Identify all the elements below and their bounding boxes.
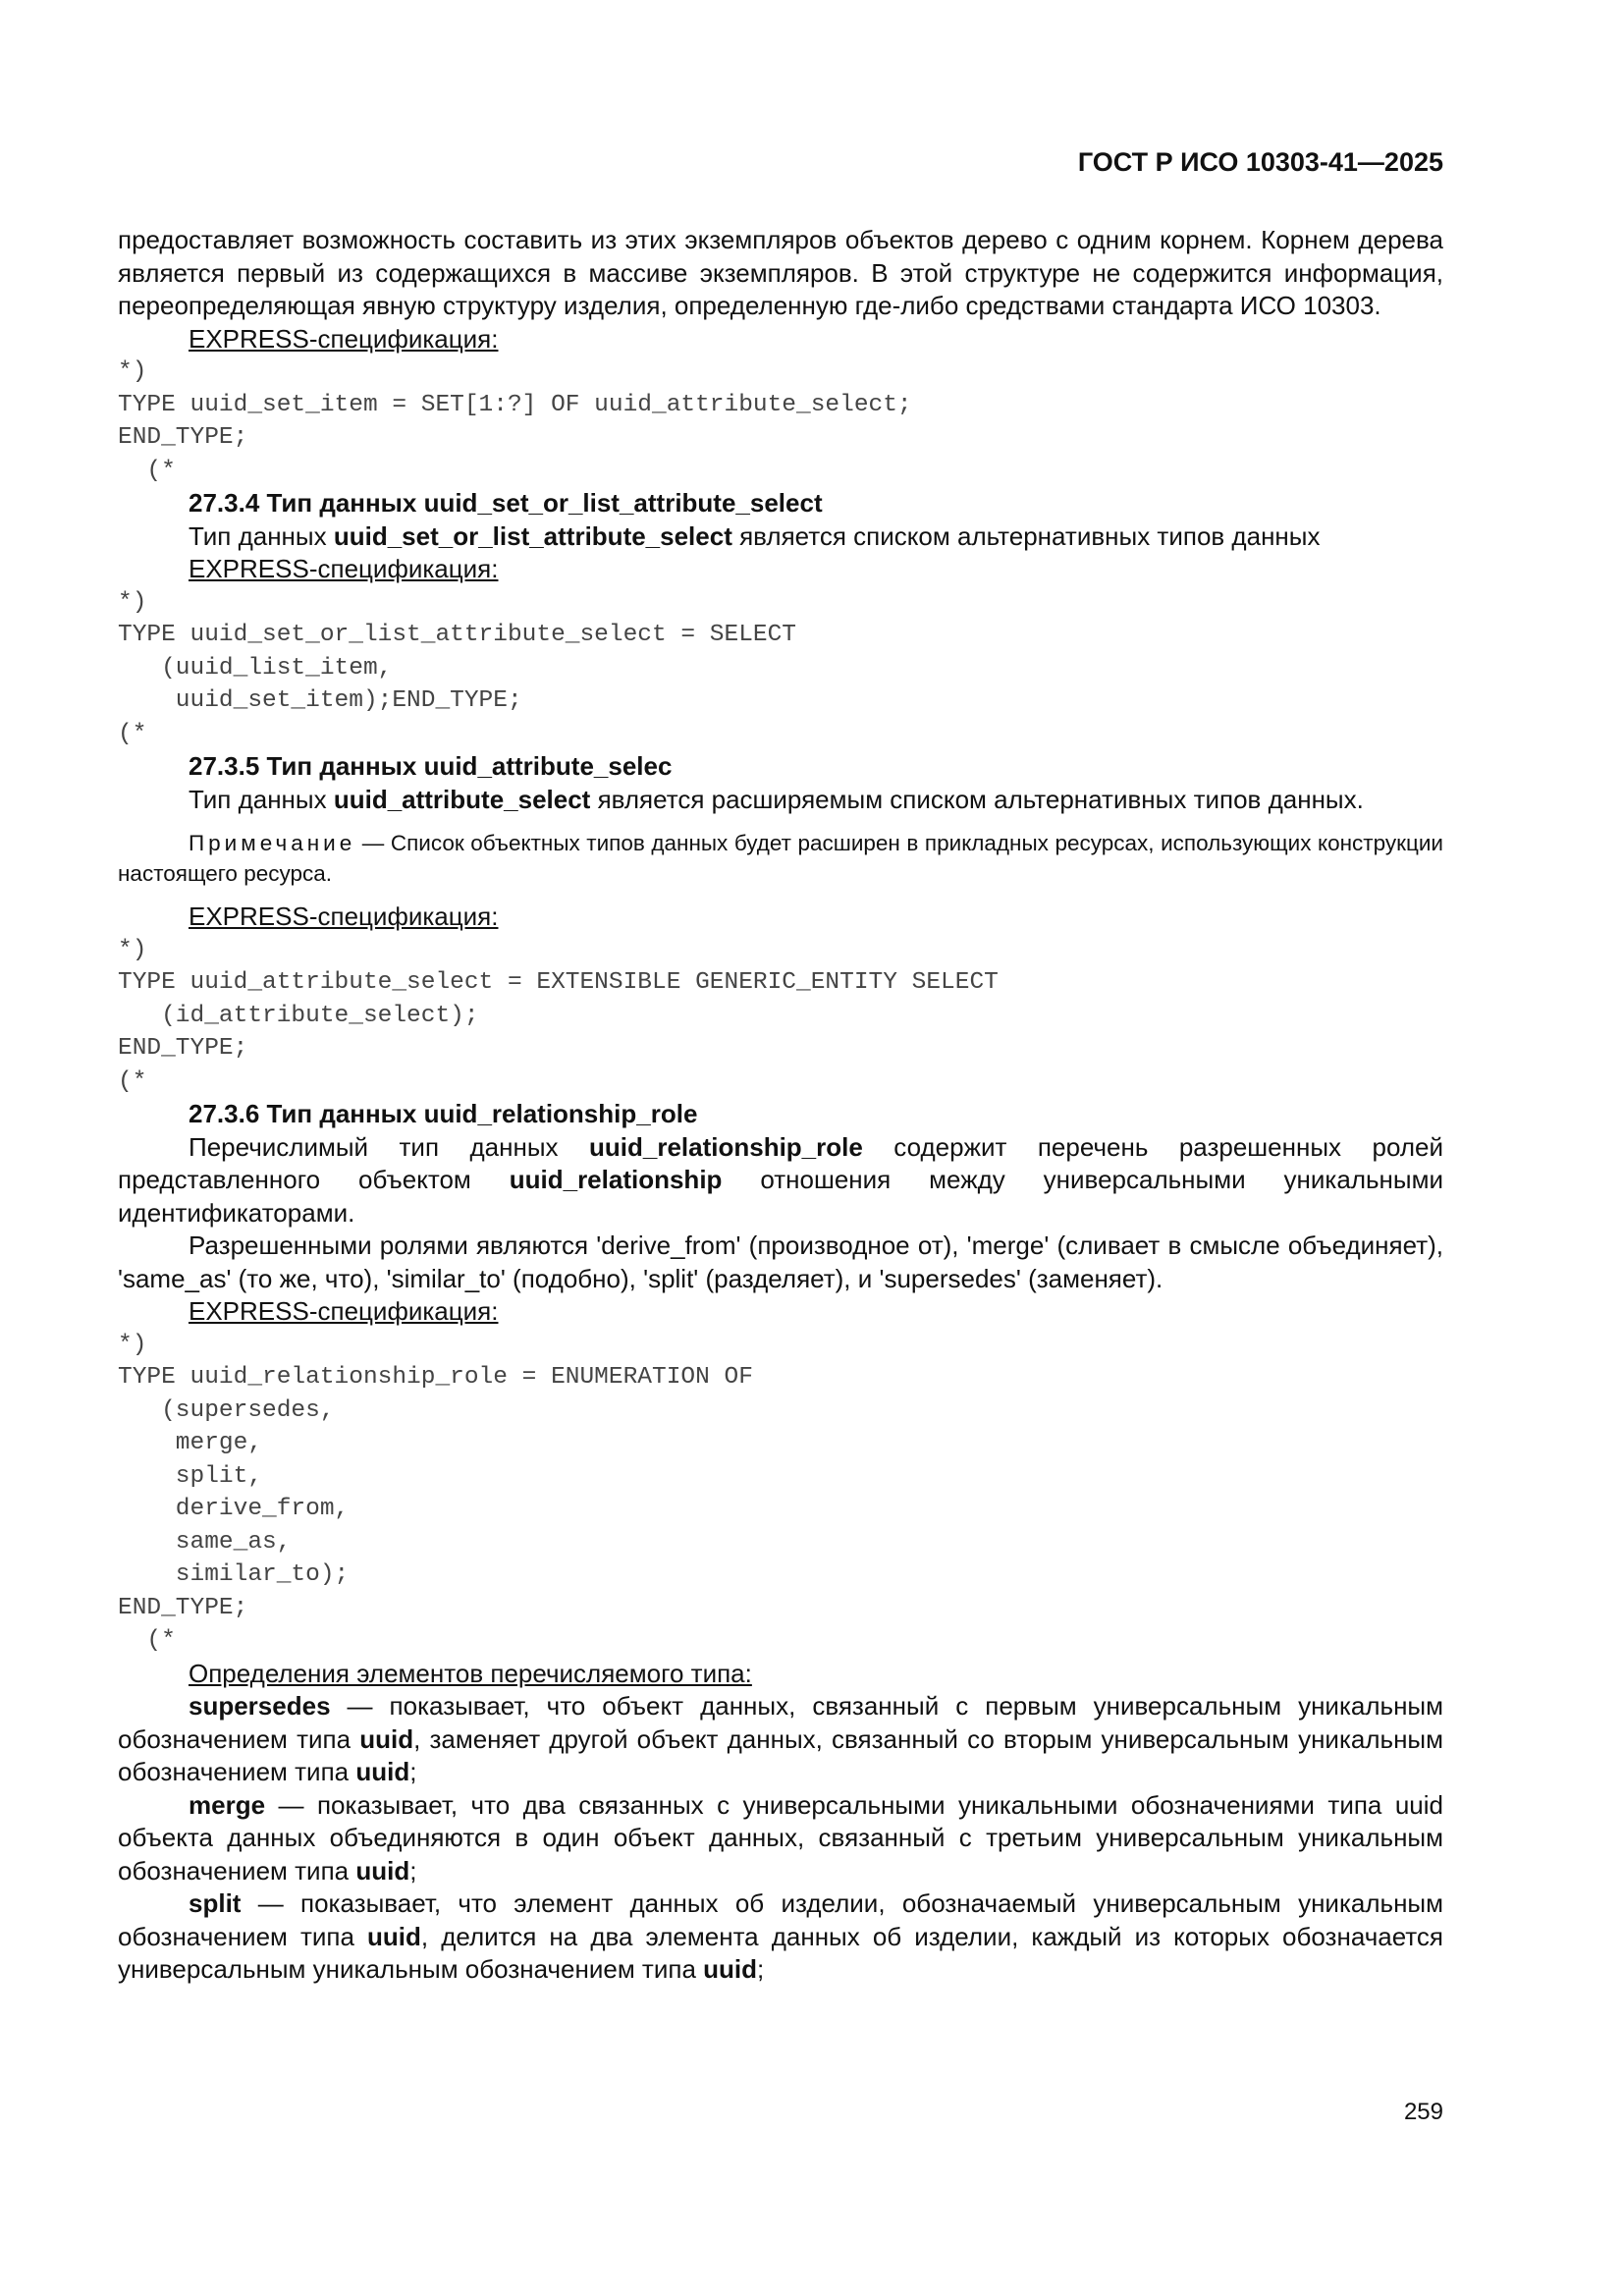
- term-bold: uuid_set_or_list_attribute_select: [333, 520, 732, 551]
- definitions-title-text: Определения элементов перечисляемого типа:: [189, 1658, 752, 1688]
- text-run: — показывает, что объект данных, связанный с первым универсальным уникальным обозначением типа: [118, 1691, 1443, 1754]
- note-text: — Список объектных типов данных будет расширен в прикладных ресурсах, использующих конструкции настоящего ресурса.: [118, 831, 1443, 886]
- text-run: является списком альтернативных типов данных: [731, 520, 1321, 551]
- text-run: ;: [757, 1954, 765, 1984]
- text-run: Тип данных: [189, 784, 334, 814]
- text-run: отношения между универсальными уникальными идентификаторами.: [118, 1165, 1443, 1228]
- definition-split: [118, 1887, 1443, 1987]
- document-code-header: ГОСТ Р ИСО 10303-41—2025: [1077, 147, 1443, 177]
- definition-supersedes: [118, 1690, 1443, 1789]
- text-run: — показывает, что элемент данных об изделии, обозначаемый универсальным уникальным обозначением типа: [118, 1888, 1443, 1951]
- definition-merge: [118, 1789, 1443, 1888]
- paragraph-relationship-role: [118, 1131, 1443, 1230]
- text-run: ;: [409, 1757, 417, 1786]
- term-bold: uuid_relationship_role: [589, 1131, 863, 1162]
- term-bold: uuid: [355, 1855, 410, 1886]
- definition-term: merge: [189, 1789, 266, 1820]
- page-number: 259: [1403, 2099, 1443, 2125]
- text-run: является расширяемым списком альтернативных типов данных.: [590, 784, 1364, 814]
- express-spec-label: [118, 553, 1443, 586]
- term-bold: uuid: [367, 1921, 421, 1951]
- code-block-attribute-select: *) TYPE uuid_attribute_select = EXTENSIBLE GENERIC_ENTITY SELECT (id_attribute_select); END_TYPE; (*: [118, 936, 999, 1095]
- section-heading-27-3-6: 27.3.6 Тип данных uuid_relationship_role: [189, 1099, 698, 1128]
- text-run: содержит перечень разрешенных ролей представленного объектом: [118, 1131, 1443, 1194]
- term-bold: uuid: [703, 1954, 757, 1984]
- express-spec-label-text: EXPRESS-спецификация:: [189, 902, 499, 931]
- section-heading-27-3-4: 27.3.4 Тип данных uuid_set_or_list_attribute_select: [189, 488, 823, 518]
- express-spec-label: [118, 1295, 1443, 1329]
- code-block-set-or-list-select: *) TYPE uuid_set_or_list_attribute_select = SELECT (uuid_list_item, uuid_set_item);END_TYPE; (*: [118, 588, 797, 747]
- note-label: Примечание: [189, 831, 356, 855]
- definition-term: split: [189, 1888, 242, 1918]
- express-spec-label: [118, 323, 1443, 356]
- text-run: ;: [409, 1855, 417, 1886]
- text-run: — показывает, что два связанных с универсальными уникальными обозначениями типа uuid объекта данных объединяются в один объект данных, связанный с третьим универсальным уникальным обозначением типа: [118, 1789, 1443, 1886]
- note-paragraph: [118, 828, 1443, 889]
- express-spec-label-text: EXPRESS-спецификация:: [189, 554, 499, 583]
- text-run: Перечислимый тип данных: [189, 1131, 589, 1162]
- section-heading-27-3-5: 27.3.5 Тип данных uuid_attribute_selec: [189, 751, 673, 781]
- paragraph-allowed-roles: Разрешенными ролями являются 'derive_from' (производное от), 'merge' (сливает в смысле объединяет), 'same_as' (то же, что), 'similar_to' (подобно), 'split' (разделяет), и 'supersedes' (заменяет).: [118, 1230, 1443, 1293]
- express-spec-label: [118, 901, 1443, 934]
- definitions-title: [118, 1658, 1443, 1691]
- code-block-uuid-set-item: *) TYPE uuid_set_item = SET[1:?] OF uuid_attribute_select; END_TYPE; (*: [118, 358, 912, 484]
- text-run: Тип данных: [189, 520, 334, 551]
- paragraph-intro: предоставляет возможность составить из этих экземпляров объектов дерево с одним корнем. Корнем дерева является первый из содержащихся в массиве экземпляров. В этой структуре не содержится информация, переопределяющая явную структуру изделия, определенную где-либо средствами стандарта ИСО 10303.: [118, 225, 1443, 320]
- page-content: [118, 224, 1443, 1987]
- definition-term: supersedes: [189, 1691, 331, 1721]
- term-bold: uuid_relationship: [509, 1165, 723, 1194]
- paragraph-set-or-list: [118, 520, 1443, 554]
- paragraph-attribute-select: [118, 784, 1443, 817]
- text-run: , делится на два элемента данных об изделии, каждый из которых обозначается универсальным уникальным обозначением типа: [118, 1921, 1444, 1984]
- code-block-relationship-role: *) TYPE uuid_relationship_role = ENUMERATION OF (supersedes, merge, split, derive_from, same_as, similar_to); END_TYPE; (*: [118, 1331, 753, 1654]
- text-run: , заменяет другой объект данных, связанный со вторым универсальным уникальным обозначением типа: [118, 1723, 1443, 1786]
- term-bold: uuid: [355, 1757, 410, 1786]
- term-bold: uuid_attribute_select: [333, 784, 591, 814]
- term-bold: uuid: [359, 1723, 414, 1754]
- express-spec-label-text: EXPRESS-спецификация:: [189, 323, 499, 354]
- express-spec-label-text: EXPRESS-спецификация:: [189, 1296, 499, 1326]
